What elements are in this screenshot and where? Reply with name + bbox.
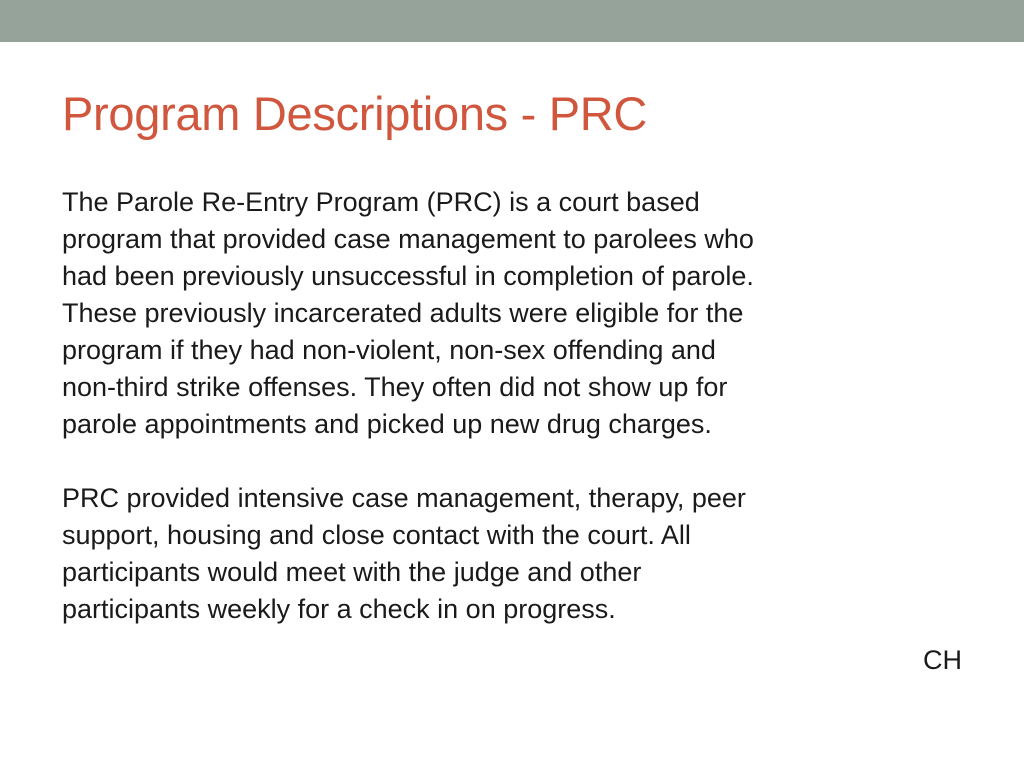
text-line: non-third strike offenses. They often did not show up for <box>62 372 728 402</box>
text-line: participants would meet with the judge and other <box>62 557 642 587</box>
paragraph-spacer <box>62 443 962 480</box>
text-line: program if they had non-violent, non-sex offending and <box>62 335 716 365</box>
paragraph-services <box>62 480 962 628</box>
top-accent-band <box>0 0 1024 42</box>
slide-body <box>62 184 962 679</box>
text-line: These previously incarcerated adults were eligible for the <box>62 298 744 328</box>
text-line: parole appointments and picked up new drug charges. <box>62 409 712 439</box>
text-line: program that provided case management to parolees who <box>62 224 754 254</box>
author-initials: CH <box>923 645 962 675</box>
text-line: PRC provided intensive case management, therapy, peer <box>62 483 746 513</box>
text-line: support, housing and close contact with the court. All <box>62 520 691 550</box>
slide-title: Program Descriptions - PRC <box>62 87 648 140</box>
text-line: had been previously unsuccessful in completion of parole. <box>62 261 754 291</box>
paragraph-program-description <box>62 184 962 443</box>
text-line: The Parole Re-Entry Program (PRC) is a court based <box>62 187 700 217</box>
text-line: participants weekly for a check in on progress. <box>62 594 616 624</box>
